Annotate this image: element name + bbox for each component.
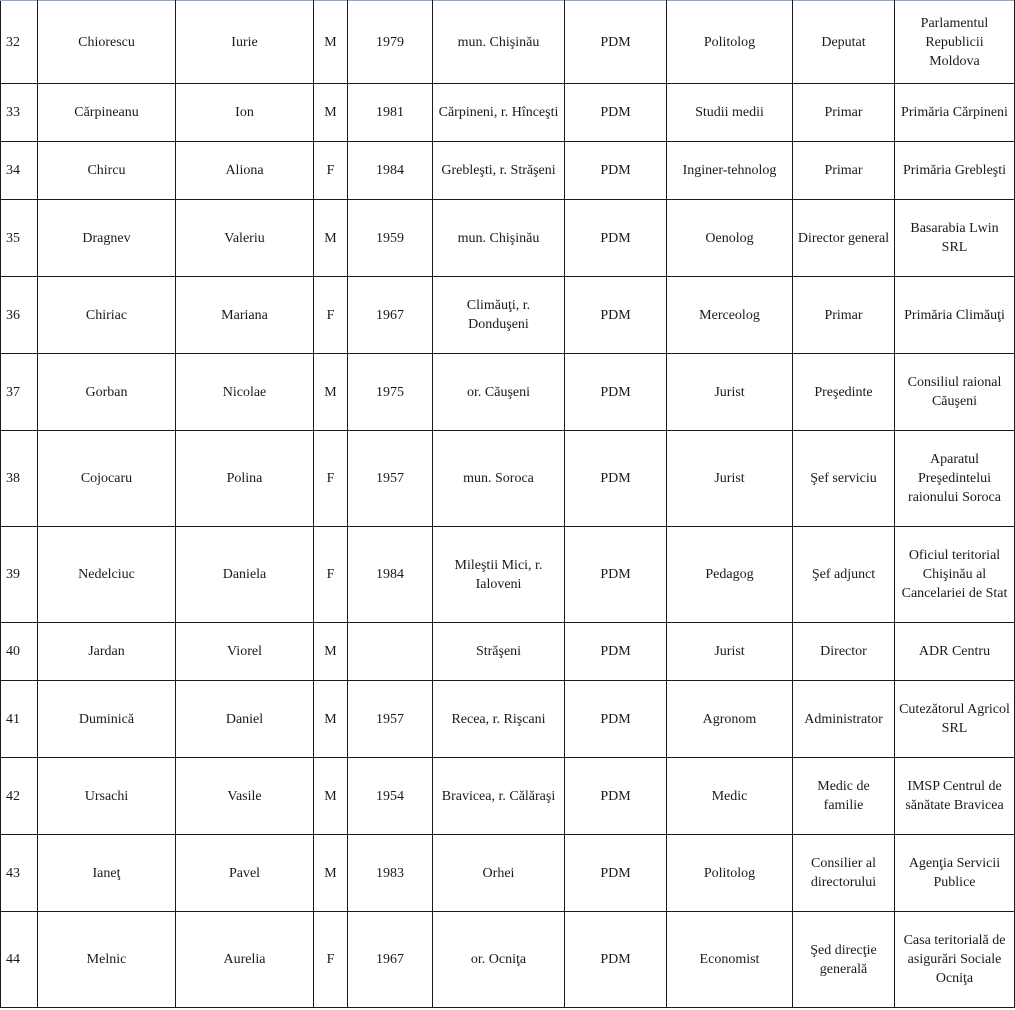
cell-nr: 38: [1, 431, 38, 527]
cell-partid: PDM: [565, 681, 667, 758]
cell-functie: Medic de familie: [793, 758, 895, 835]
cell-profesie: Jurist: [667, 623, 793, 681]
cell-profesie: Economist: [667, 912, 793, 1008]
cell-sex: F: [314, 527, 348, 623]
cell-partid: PDM: [565, 84, 667, 142]
cell-nume: Dragnev: [38, 200, 176, 277]
cell-localitate: Mileştii Mici, r. Ialoveni: [433, 527, 565, 623]
cell-functie: Administrator: [793, 681, 895, 758]
cell-localitate: Cărpineni, r. Hînceşti: [433, 84, 565, 142]
table-row: [1, 84, 1015, 142]
cell-profesie: Inginer-tehnolog: [667, 142, 793, 200]
cell-localitate: Climăuţi, r. Donduşeni: [433, 277, 565, 354]
cell-sex: M: [314, 354, 348, 431]
cell-partid: PDM: [565, 142, 667, 200]
cell-localitate: mun. Chişinău: [433, 1, 565, 84]
cell-functie: Şef serviciu: [793, 431, 895, 527]
table-row: [1, 527, 1015, 623]
cell-nr: 39: [1, 527, 38, 623]
table-row: [1, 277, 1015, 354]
cell-functie: Primar: [793, 277, 895, 354]
cell-loc-munca: Aparatul Preşedintelui raionului Soroca: [895, 431, 1015, 527]
cell-partid: PDM: [565, 1, 667, 84]
cell-an: 1983: [348, 835, 433, 912]
table-row: [1, 200, 1015, 277]
cell-prenume: Polina: [176, 431, 314, 527]
cell-loc-munca: Basarabia Lwin SRL: [895, 200, 1015, 277]
cell-loc-munca: Primăria Grebleşti: [895, 142, 1015, 200]
cell-functie: Preşedinte: [793, 354, 895, 431]
table-row: [1, 354, 1015, 431]
cell-nume: Ursachi: [38, 758, 176, 835]
cell-loc-munca: Parlamentul Republicii Moldova: [895, 1, 1015, 84]
cell-an: 1975: [348, 354, 433, 431]
cell-prenume: Aliona: [176, 142, 314, 200]
cell-nr: 43: [1, 835, 38, 912]
cell-nume: Jardan: [38, 623, 176, 681]
cell-functie: Consilier al directorului: [793, 835, 895, 912]
cell-sex: F: [314, 142, 348, 200]
cell-localitate: Greblеşti, r. Străşeni: [433, 142, 565, 200]
cell-nr: 34: [1, 142, 38, 200]
cell-nr: 41: [1, 681, 38, 758]
cell-nume: Cojocaru: [38, 431, 176, 527]
cell-localitate: Bravicea, r. Călăraşi: [433, 758, 565, 835]
cell-nume: Nedelciuc: [38, 527, 176, 623]
cell-an: 1954: [348, 758, 433, 835]
cell-localitate: Orhei: [433, 835, 565, 912]
cell-partid: PDM: [565, 912, 667, 1008]
cell-profesie: Politolog: [667, 1, 793, 84]
cell-sex: M: [314, 200, 348, 277]
cell-prenume: Ion: [176, 84, 314, 142]
cell-an: 1959: [348, 200, 433, 277]
table-row: [1, 142, 1015, 200]
cell-loc-munca: Consiliul raional Căuşeni: [895, 354, 1015, 431]
cell-nume: Chiorescu: [38, 1, 176, 84]
cell-prenume: Mariana: [176, 277, 314, 354]
cell-sex: M: [314, 84, 348, 142]
cell-profesie: Jurist: [667, 431, 793, 527]
cell-an: 1957: [348, 431, 433, 527]
cell-localitate: Recea, r. Rişcani: [433, 681, 565, 758]
cell-nr: 32: [1, 1, 38, 84]
cell-profesie: Pedagog: [667, 527, 793, 623]
cell-sex: F: [314, 277, 348, 354]
cell-partid: PDM: [565, 431, 667, 527]
cell-prenume: Iurie: [176, 1, 314, 84]
cell-partid: PDM: [565, 277, 667, 354]
cell-loc-munca: Oficiul teritorial Chişinău al Cancelariei de Stat: [895, 527, 1015, 623]
cell-an: 1984: [348, 142, 433, 200]
table-row: [1, 681, 1015, 758]
cell-sex: F: [314, 431, 348, 527]
cell-partid: PDM: [565, 354, 667, 431]
cell-profesie: Studii medii: [667, 84, 793, 142]
cell-partid: PDM: [565, 835, 667, 912]
cell-sex: M: [314, 681, 348, 758]
cell-nr: 42: [1, 758, 38, 835]
cell-nr: 36: [1, 277, 38, 354]
cell-nume: Chircu: [38, 142, 176, 200]
cell-nr: 35: [1, 200, 38, 277]
cell-prenume: Daniela: [176, 527, 314, 623]
table-row: [1, 912, 1015, 1008]
cell-sex: M: [314, 758, 348, 835]
cell-nr: 40: [1, 623, 38, 681]
cell-functie: Director general: [793, 200, 895, 277]
cell-profesie: Merceolog: [667, 277, 793, 354]
table-row: [1, 431, 1015, 527]
cell-functie: Şef adjunct: [793, 527, 895, 623]
table-row: [1, 623, 1015, 681]
cell-loc-munca: Casa teritorială de asigurări Sociale Ocniţa: [895, 912, 1015, 1008]
cell-nume: Cărpineanu: [38, 84, 176, 142]
cell-localitate: or. Căuşeni: [433, 354, 565, 431]
cell-functie: Director: [793, 623, 895, 681]
cell-nume: Melnic: [38, 912, 176, 1008]
cell-nume: Gorban: [38, 354, 176, 431]
cell-prenume: Pavel: [176, 835, 314, 912]
cell-sex: M: [314, 1, 348, 84]
cell-localitate: mun. Soroca: [433, 431, 565, 527]
cell-loc-munca: Cutezătorul Agricol SRL: [895, 681, 1015, 758]
cell-partid: PDM: [565, 527, 667, 623]
cell-functie: Primar: [793, 142, 895, 200]
cell-sex: M: [314, 835, 348, 912]
cell-loc-munca: Primăria Climăuţi: [895, 277, 1015, 354]
cell-profesie: Agronom: [667, 681, 793, 758]
cell-prenume: Valeriu: [176, 200, 314, 277]
cell-functie: Şed direcţie generală: [793, 912, 895, 1008]
cell-an: 1967: [348, 277, 433, 354]
cell-an: [348, 623, 433, 681]
cell-prenume: Nicolae: [176, 354, 314, 431]
cell-nr: 37: [1, 354, 38, 431]
cell-an: 1981: [348, 84, 433, 142]
cell-sex: M: [314, 623, 348, 681]
cell-functie: Primar: [793, 84, 895, 142]
cell-sex: F: [314, 912, 348, 1008]
cell-prenume: Aurelia: [176, 912, 314, 1008]
cell-loc-munca: Primăria Cărpineni: [895, 84, 1015, 142]
cell-partid: PDM: [565, 758, 667, 835]
cell-an: 1979: [348, 1, 433, 84]
cell-loc-munca: Agenţia Servicii Publice: [895, 835, 1015, 912]
cell-nume: Duminică: [38, 681, 176, 758]
cell-loc-munca: IMSP Centrul de sănătate Bravicea: [895, 758, 1015, 835]
cell-prenume: Vasile: [176, 758, 314, 835]
cell-an: 1984: [348, 527, 433, 623]
cell-nr: 44: [1, 912, 38, 1008]
cell-localitate: Străşeni: [433, 623, 565, 681]
cell-profesie: Medic: [667, 758, 793, 835]
cell-loc-munca: ADR Centru: [895, 623, 1015, 681]
cell-partid: PDM: [565, 200, 667, 277]
cell-profesie: Oenolog: [667, 200, 793, 277]
table-row: [1, 758, 1015, 835]
cell-an: 1957: [348, 681, 433, 758]
table-row: [1, 835, 1015, 912]
cell-nume: Chiriac: [38, 277, 176, 354]
cell-nr: 33: [1, 84, 38, 142]
cell-partid: PDM: [565, 623, 667, 681]
cell-localitate: mun. Chişinău: [433, 200, 565, 277]
cell-profesie: Jurist: [667, 354, 793, 431]
cell-prenume: Viorel: [176, 623, 314, 681]
cell-profesie: Politolog: [667, 835, 793, 912]
cell-functie: Deputat: [793, 1, 895, 84]
cell-an: 1967: [348, 912, 433, 1008]
cell-nume: Ianeţ: [38, 835, 176, 912]
cell-prenume: Daniel: [176, 681, 314, 758]
cell-localitate: or. Ocniţa: [433, 912, 565, 1008]
table-row: [1, 1, 1015, 84]
